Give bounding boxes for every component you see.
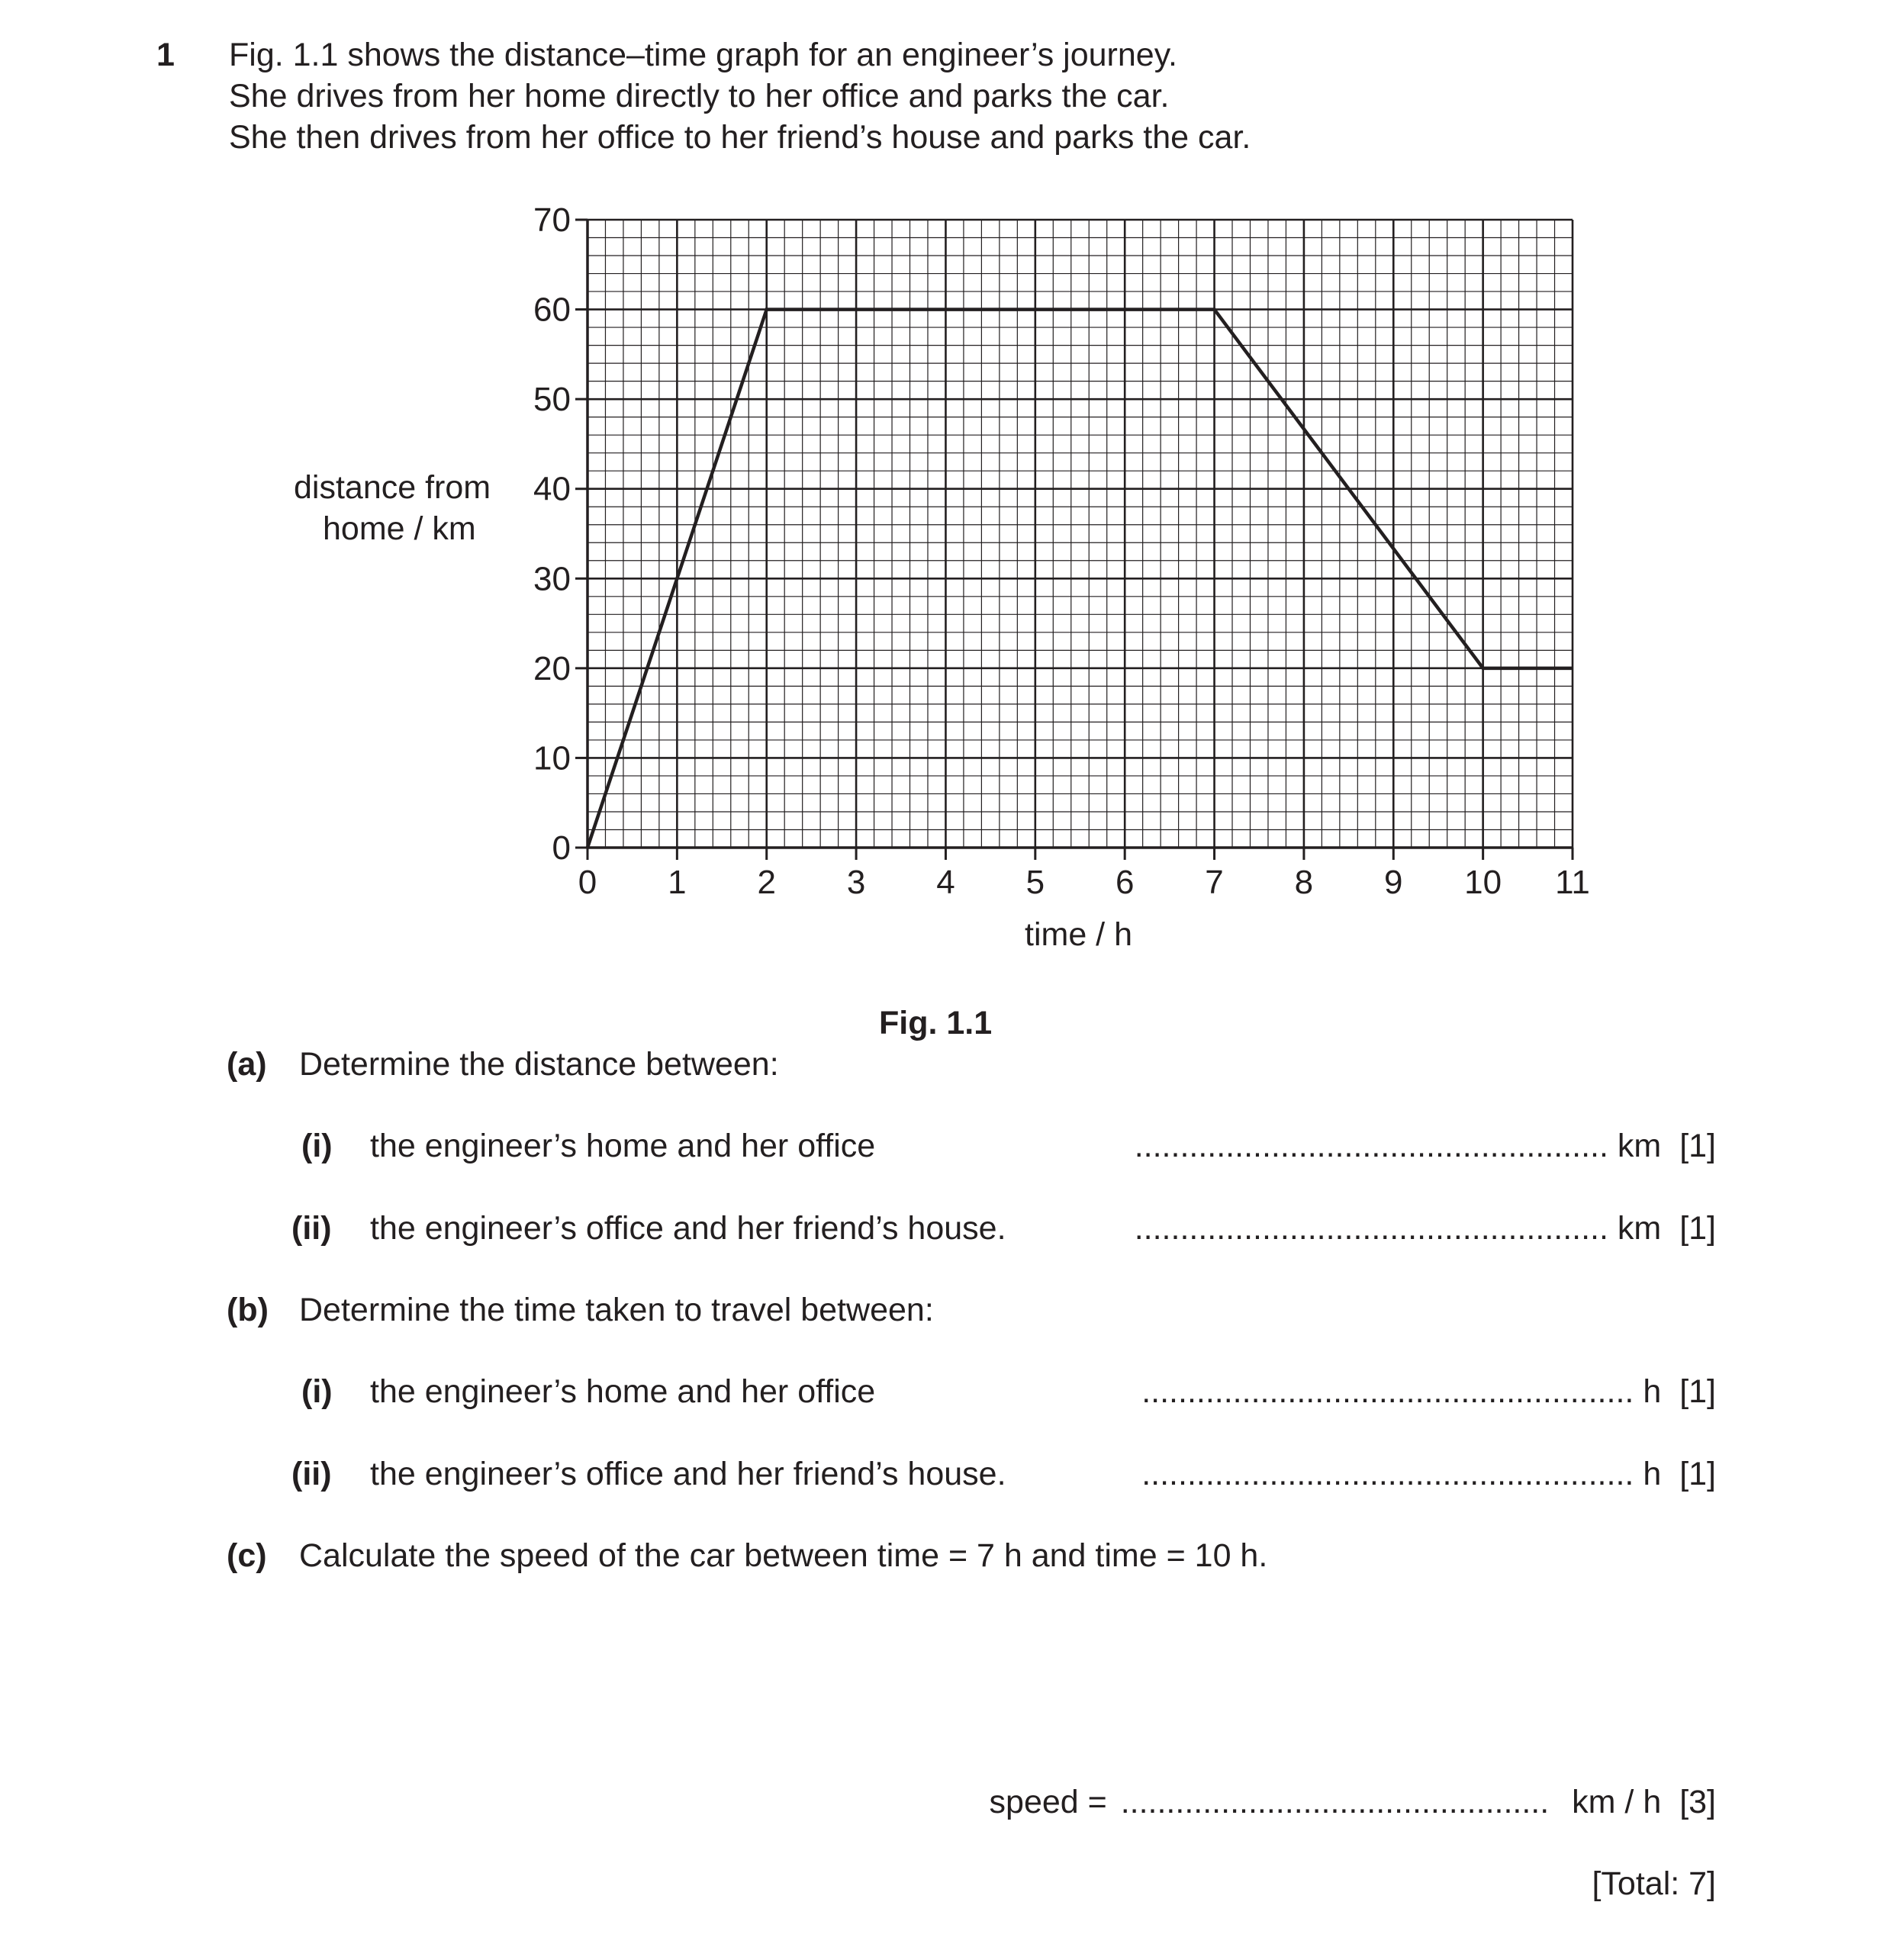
total-marks: [Total: 7] xyxy=(1592,1865,1716,1902)
answer-unit: h xyxy=(1643,1373,1662,1410)
part-a-i-answer-line[interactable] xyxy=(1135,1125,1716,1167)
intro-line-3: She then drives from her office to her friend’s house and parks the car. xyxy=(229,119,1251,156)
figure-caption: Fig. 1.1 xyxy=(879,1005,993,1041)
part-b-ii-label: (ii) xyxy=(291,1456,332,1492)
x-tick-label: 7 xyxy=(1205,864,1224,901)
part-b-text: Determine the time taken to travel between: xyxy=(299,1292,934,1328)
part-c-answer-line[interactable] xyxy=(990,1781,1716,1823)
answer-dots: ...................................................... xyxy=(1141,1456,1634,1492)
part-b-i-label: (i) xyxy=(301,1373,333,1410)
answer-prefix: speed = xyxy=(989,1784,1107,1820)
y-tick-label: 20 xyxy=(533,649,571,687)
x-tick-label: 10 xyxy=(1464,864,1502,901)
intro-line-2: She drives from her home directly to her office and parks the car. xyxy=(229,78,1170,114)
part-c-label: (c) xyxy=(227,1537,267,1574)
answer-dots: ............................................... xyxy=(1120,1784,1550,1820)
part-b-i-answer-line[interactable] xyxy=(1141,1371,1716,1412)
answer-dots: .................................................... xyxy=(1134,1210,1608,1247)
answer-unit: km xyxy=(1617,1128,1662,1164)
x-tick-label: 6 xyxy=(1115,864,1135,901)
marks: [1] xyxy=(1679,1456,1716,1492)
question-number: 1 xyxy=(156,37,175,73)
part-a-text: Determine the distance between: xyxy=(299,1046,779,1083)
x-tick-label: 5 xyxy=(1025,864,1045,901)
part-b-ii-answer-line[interactable] xyxy=(1141,1453,1716,1495)
x-tick-label: 4 xyxy=(936,864,955,901)
intro-line-1: Fig. 1.1 shows the distance–time graph for an engineer’s journey. xyxy=(229,37,1177,73)
answer-dots: .................................................... xyxy=(1134,1128,1608,1164)
answer-unit: km xyxy=(1617,1210,1662,1247)
part-a-i-text: the engineer’s home and her office xyxy=(370,1128,876,1164)
y-tick-label: 50 xyxy=(533,381,571,419)
y-tick-label: 40 xyxy=(533,470,571,508)
x-tick-label: 11 xyxy=(1555,864,1590,901)
part-a-ii-text: the engineer’s office and her friend’s house. xyxy=(370,1210,1006,1247)
x-tick-label: 8 xyxy=(1294,864,1314,901)
part-b-ii-text: the engineer’s office and her friend’s house. xyxy=(370,1456,1006,1492)
marks: [3] xyxy=(1679,1784,1716,1820)
x-axis-label: time / h xyxy=(1025,916,1132,953)
answer-dots: ...................................................... xyxy=(1141,1373,1634,1410)
marks: [1] xyxy=(1679,1128,1716,1164)
x-tick-label: 9 xyxy=(1384,864,1403,901)
y-tick-label: 10 xyxy=(533,739,571,777)
y-tick-label: 0 xyxy=(552,829,571,867)
marks: [1] xyxy=(1679,1373,1716,1410)
x-tick-label: 3 xyxy=(846,864,866,901)
marks: [1] xyxy=(1679,1210,1716,1247)
x-tick-label: 1 xyxy=(668,864,687,901)
answer-unit: h xyxy=(1643,1456,1662,1492)
part-c-text: Calculate the speed of the car between time = 7 h and time = 10 h. xyxy=(299,1537,1268,1574)
x-tick-label: 0 xyxy=(578,864,597,901)
y-tick-label: 70 xyxy=(533,201,571,239)
part-a-ii-label: (ii) xyxy=(291,1210,332,1247)
y-tick-label: 60 xyxy=(533,291,571,329)
x-tick-label: 2 xyxy=(757,864,776,901)
y-axis-label-line-2: home / km xyxy=(323,510,476,547)
answer-unit: km / h xyxy=(1572,1784,1662,1820)
part-b-i-text: the engineer’s home and her office xyxy=(370,1373,876,1410)
y-tick-label: 30 xyxy=(533,560,571,598)
part-a-ii-answer-line[interactable] xyxy=(1135,1208,1716,1249)
y-axis-label-line-1: distance from xyxy=(294,469,491,506)
part-a-i-label: (i) xyxy=(301,1128,333,1164)
part-a-label: (a) xyxy=(227,1046,267,1083)
part-b-label: (b) xyxy=(227,1292,269,1328)
